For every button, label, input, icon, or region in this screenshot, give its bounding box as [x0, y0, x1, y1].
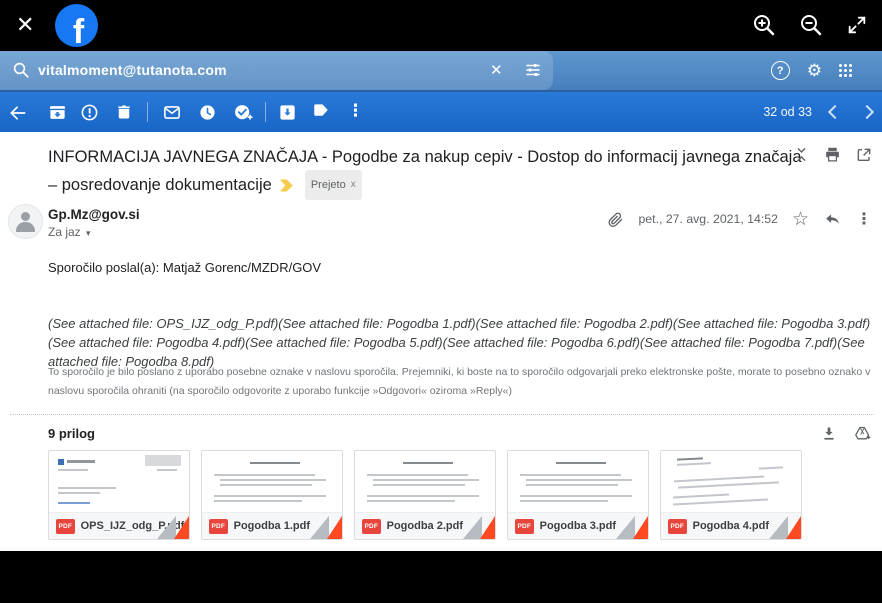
- message-more-icon[interactable]: ⋮: [856, 211, 872, 228]
- clear-search-icon[interactable]: ✕: [490, 62, 503, 79]
- back-button[interactable]: [8, 103, 28, 123]
- zoom-out-button[interactable]: [799, 13, 823, 37]
- settings-gear-icon[interactable]: ⚙: [806, 61, 822, 80]
- attachment-card[interactable]: [507, 450, 649, 540]
- attachment-preview: [661, 451, 801, 513]
- email-disclaimer: To sporočilo je bilo poslano z uporabo posebne oznake v naslovu sporočila. Prejemniki, ki boste na to sporočilo odgovarjali preko elektronske pošte, morate to posebno oznako v naslovu sporočila ohraniti (na sporočilo odgovorite z uporabo funkcije »Odgovori« oziroma »Reply«): [48, 366, 871, 397]
- reply-icon[interactable]: [823, 211, 842, 228]
- delete-button[interactable]: [115, 103, 133, 122]
- save-to-drive-icon[interactable]: [853, 425, 872, 442]
- attachment-card[interactable]: [48, 450, 190, 540]
- search-icon: [12, 61, 30, 79]
- search-bar: [0, 51, 882, 90]
- zoom-in-button[interactable]: [752, 13, 776, 37]
- email-toolbar: [0, 90, 882, 132]
- move-to-button[interactable]: [162, 103, 182, 122]
- archive-button[interactable]: [48, 103, 67, 122]
- attachment-filename: Pogodba 3.pdf: [539, 520, 616, 532]
- attachment-preview: [49, 451, 189, 513]
- attachment-filename: OPS_IJZ_odg_P.pdf: [80, 520, 185, 532]
- pdf-icon: PDF: [515, 519, 534, 534]
- important-marker-icon[interactable]: [280, 179, 297, 192]
- caret-down-icon: ▾: [86, 228, 91, 238]
- search-query-text: vitalmoment@tutanota.com: [38, 62, 227, 78]
- toolbar-divider: [147, 102, 148, 122]
- star-icon[interactable]: ☆: [791, 208, 809, 230]
- facebook-logo[interactable]: [55, 4, 98, 47]
- email-date: pet., 27. avg. 2021, 14:52: [638, 212, 778, 226]
- apps-grid-icon[interactable]: [839, 64, 852, 77]
- label-text: Prejeto: [310, 179, 346, 191]
- attachment-filename: Pogodba 4.pdf: [692, 520, 769, 532]
- facebook-f-icon: f: [72, 13, 85, 47]
- older-email-button[interactable]: [860, 105, 874, 119]
- folded-corner-icon: [458, 516, 495, 539]
- folded-corner-icon: [611, 516, 648, 539]
- attachment-preview: [508, 451, 648, 513]
- search-filters-icon[interactable]: [524, 61, 542, 79]
- resize-window-button[interactable]: [846, 14, 868, 36]
- folded-corner-icon: [152, 516, 189, 539]
- pdf-icon: PDF: [56, 519, 75, 534]
- attachment-preview: [202, 451, 342, 513]
- overlay-titlebar: [0, 0, 882, 51]
- attached-files-note: (See attached file: OPS_IJZ_odg_P.pdf)(See attached file: Pogodba 1.pdf)(See attached file: Pogodba 2.pdf)(See attached file: Pogodba 3.pdf)(See attached file: Pogodba 4.pdf)(See attached file: Pogodba 5.pdf)(See attached file: Pogodba 6.pdf)(See attached file: Pogodba 7.pdf)(See attached file: Pogodba 8.pdf): [48, 316, 871, 369]
- report-spam-button[interactable]: [80, 103, 99, 122]
- attachment-card[interactable]: [660, 450, 802, 540]
- newer-email-button[interactable]: [828, 105, 842, 119]
- attachment-filename: Pogodba 1.pdf: [233, 520, 310, 532]
- attachment-filename: Pogodba 2.pdf: [386, 520, 463, 532]
- pdf-icon: PDF: [668, 519, 687, 534]
- attachments-count: 9 prilog: [48, 426, 95, 441]
- toolbar-more-icon[interactable]: ⋮: [347, 101, 364, 120]
- attachment-paperclip-icon: [607, 211, 624, 228]
- pdf-icon: PDF: [209, 519, 228, 534]
- label-remove-icon[interactable]: x: [350, 179, 356, 190]
- bottom-letterbox: [0, 551, 882, 603]
- folded-corner-icon: [305, 516, 342, 539]
- sender-address: Gp.Mz@gov.si: [48, 207, 140, 222]
- close-button[interactable]: ✕: [16, 12, 35, 37]
- add-to-tasks-button[interactable]: [233, 103, 253, 123]
- download-all-icon[interactable]: [821, 425, 837, 442]
- email-view: [0, 132, 882, 551]
- attachment-card[interactable]: [354, 450, 496, 540]
- print-icon[interactable]: [824, 146, 841, 163]
- open-in-new-icon[interactable]: [856, 147, 872, 163]
- search-input[interactable]: [0, 51, 553, 90]
- email-counter: 32 od 33: [763, 105, 812, 119]
- label-button[interactable]: [311, 103, 331, 121]
- recipient-dropdown[interactable]: [48, 225, 91, 239]
- inbox-label-badge[interactable]: [305, 170, 362, 200]
- attachments-separator: [10, 414, 874, 415]
- sender-avatar: [8, 204, 43, 239]
- attachment-card[interactable]: [201, 450, 343, 540]
- toolbar-divider: [265, 102, 266, 122]
- move-to-inbox-button[interactable]: [278, 103, 297, 122]
- pdf-icon: PDF: [362, 519, 381, 534]
- help-button[interactable]: ?: [771, 61, 790, 80]
- folded-corner-icon: [764, 516, 801, 539]
- recipient-text: Za jaz: [48, 225, 81, 239]
- email-body-line: Sporočilo poslal(a): Matjaž Gorenc/MZDR/GOV: [48, 260, 322, 275]
- attachment-preview: [355, 451, 495, 513]
- snooze-button[interactable]: [198, 103, 217, 122]
- subject-text: INFORMACIJA JAVNEGA ZNAČAJA - Pogodbe za nakup cepiv - Dostop do informacij javnega značaja – posredovanje dokumentacije: [48, 148, 802, 194]
- email-subject: [48, 144, 810, 200]
- collapse-all-icon[interactable]: [794, 146, 809, 163]
